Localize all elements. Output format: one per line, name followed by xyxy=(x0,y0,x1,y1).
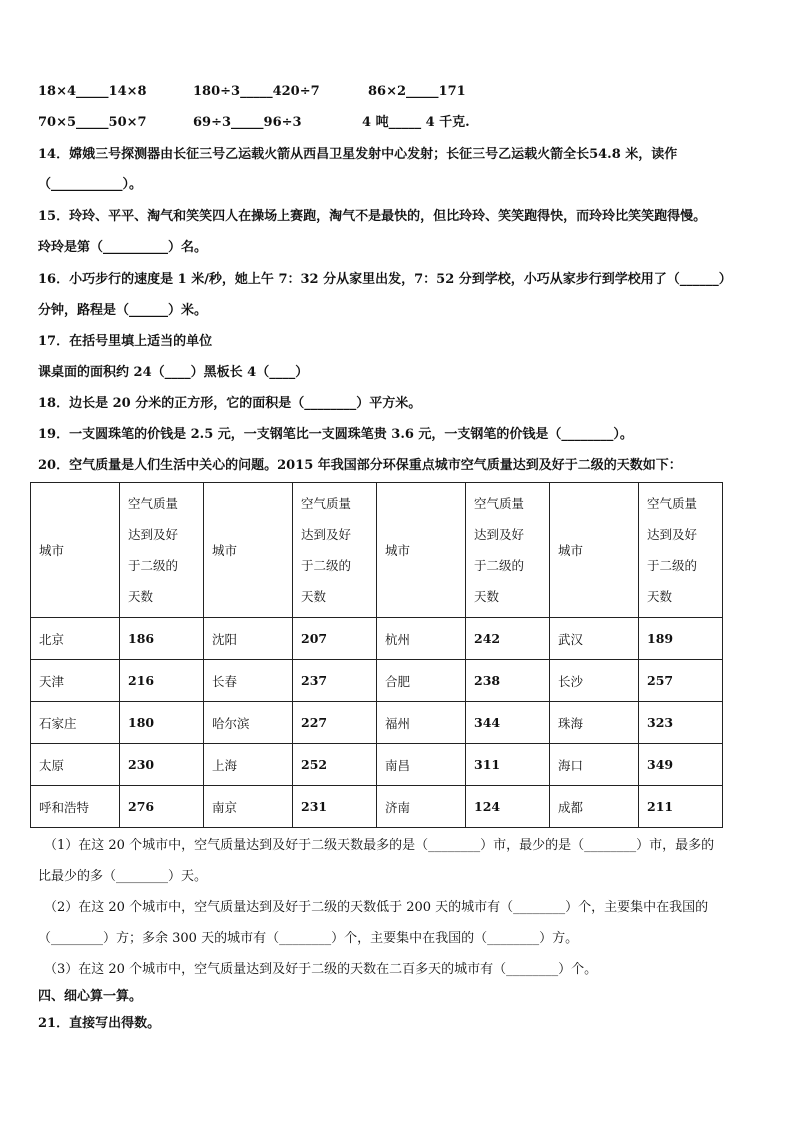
days-cell: 189 xyxy=(639,618,723,660)
days-cell: 349 xyxy=(639,744,723,786)
header-days xyxy=(639,483,723,618)
compare-1-1: 18×4_____14×8 xyxy=(38,84,147,99)
question-14: 14．嫦娥三号探测器由长征三号乙运载火箭从西昌卫星发射中心发射；长征三号乙运载火箭全长54.8 米，读作 xyxy=(38,147,678,162)
header-city: 城市 xyxy=(204,483,293,618)
question-17-blank: 课桌面的面积约 24（____）黑板长 4（____） xyxy=(38,365,309,380)
header-days-line: 天数 xyxy=(128,589,154,604)
days-cell: 323 xyxy=(639,702,723,744)
table-row xyxy=(31,618,723,660)
question-20: 20．空气质量是人们生活中关心的问题。2015 年我国部分环保重点城市空气质量达到及好于二级的天数如下： xyxy=(38,458,682,473)
table-row xyxy=(31,744,723,786)
question-20-2: （2）在这 20 个城市中，空气质量达到及好于二级的天数低于 200 天的城市有（________）个，主要集中在我国的 xyxy=(44,900,709,915)
header-days xyxy=(120,483,204,618)
city-cell: 杭州 xyxy=(377,618,466,660)
city-cell: 海口 xyxy=(550,744,639,786)
days-cell: 311 xyxy=(466,744,550,786)
question-20-1-cont: 比最少的多（________）天。 xyxy=(38,869,208,884)
table-header-row xyxy=(31,483,723,618)
header-days-line: 于二级的 xyxy=(474,558,525,573)
question-16: 16．小巧步行的速度是 1 米/秒，她上午 7：32 分从家里出发，7：52 分到学校，小巧从家步行到学校用了（______） xyxy=(38,272,732,287)
city-cell: 呼和浩特 xyxy=(31,786,120,828)
header-days-line: 于二级的 xyxy=(128,558,179,573)
days-cell: 231 xyxy=(293,786,377,828)
city-cell: 济南 xyxy=(377,786,466,828)
header-days-line: 天数 xyxy=(474,589,500,604)
days-cell: 207 xyxy=(293,618,377,660)
air-quality-table xyxy=(30,482,723,828)
days-cell: 252 xyxy=(293,744,377,786)
question-20-2-cont: （________）方；多余 300 天的城市有（________）个，主要集中在我国的（________）方。 xyxy=(38,931,579,946)
header-days xyxy=(466,483,550,618)
days-cell: 237 xyxy=(293,660,377,702)
question-20-3: （3）在这 20 个城市中，空气质量达到及好于二级的天数在二百多天的城市有（________）个。 xyxy=(44,962,598,977)
days-cell: 230 xyxy=(120,744,204,786)
question-18: 18．边长是 20 分米的正方形，它的面积是（________）平方米。 xyxy=(38,396,422,411)
header-days-line: 空气质量 xyxy=(474,496,525,511)
compare-2-1: 70×5_____50×7 xyxy=(38,115,147,130)
header-city: 城市 xyxy=(377,483,466,618)
header-days-line: 空气质量 xyxy=(128,496,179,511)
header-city: 城市 xyxy=(550,483,639,618)
header-days-line: 空气质量 xyxy=(647,496,698,511)
question-14-blank: （___________）。 xyxy=(38,177,143,192)
question-20-1: （1）在这 20 个城市中，空气质量达到及好于二级天数最多的是（________）市，最少的是（________）市，最多的 xyxy=(44,838,715,853)
city-cell: 北京 xyxy=(31,618,120,660)
city-cell: 成都 xyxy=(550,786,639,828)
header-days-line: 达到及好 xyxy=(301,527,352,542)
compare-2-3: 4 吨_____ 4 千克. xyxy=(362,115,470,130)
city-cell: 哈尔滨 xyxy=(204,702,293,744)
days-cell: 227 xyxy=(293,702,377,744)
city-cell: 天津 xyxy=(31,660,120,702)
city-cell: 南京 xyxy=(204,786,293,828)
table-row xyxy=(31,702,723,744)
header-days-line: 天数 xyxy=(647,589,673,604)
city-cell: 合肥 xyxy=(377,660,466,702)
compare-1-3: 86×2_____171 xyxy=(368,84,466,99)
question-19: 19．一支圆珠笔的价钱是 2.5 元，一支钢笔比一支圆珠笔贵 3.6 元，一支钢笔的价钱是（________）。 xyxy=(38,427,633,442)
question-15-blank: 玲玲是第（__________）名。 xyxy=(38,240,208,255)
days-cell: 186 xyxy=(120,618,204,660)
days-cell: 276 xyxy=(120,786,204,828)
header-days-line: 天数 xyxy=(301,589,327,604)
city-cell: 长春 xyxy=(204,660,293,702)
header-days-line: 于二级的 xyxy=(647,558,698,573)
city-cell: 石家庄 xyxy=(31,702,120,744)
city-cell: 上海 xyxy=(204,744,293,786)
header-days-line: 达到及好 xyxy=(474,527,525,542)
city-cell: 武汉 xyxy=(550,618,639,660)
days-cell: 238 xyxy=(466,660,550,702)
header-city: 城市 xyxy=(31,483,120,618)
days-cell: 211 xyxy=(639,786,723,828)
table-row xyxy=(31,660,723,702)
header-days-line: 达到及好 xyxy=(128,527,179,542)
question-15: 15．玲玲、平平、淘气和笑笑四人在操场上赛跑，淘气不是最快的，但比玲玲、笑笑跑得快，而玲玲比笑笑跑得慢。 xyxy=(38,209,707,224)
days-cell: 257 xyxy=(639,660,723,702)
days-cell: 180 xyxy=(120,702,204,744)
question-21: 21．直接写出得数。 xyxy=(38,1016,161,1031)
days-cell: 344 xyxy=(466,702,550,744)
days-cell: 124 xyxy=(466,786,550,828)
header-days-line: 空气质量 xyxy=(301,496,352,511)
header-days-line: 于二级的 xyxy=(301,558,352,573)
city-cell: 太原 xyxy=(31,744,120,786)
table-row xyxy=(31,786,723,828)
city-cell: 福州 xyxy=(377,702,466,744)
compare-1-2: 180÷3_____420÷7 xyxy=(193,84,320,99)
city-cell: 沈阳 xyxy=(204,618,293,660)
section-4-heading: 四、细心算一算。 xyxy=(38,989,143,1004)
compare-2-2: 69÷3_____96÷3 xyxy=(193,115,302,130)
header-days-line: 达到及好 xyxy=(647,527,698,542)
question-17: 17．在括号里填上适当的单位 xyxy=(38,334,213,349)
city-cell: 南昌 xyxy=(377,744,466,786)
city-cell: 珠海 xyxy=(550,702,639,744)
days-cell: 242 xyxy=(466,618,550,660)
city-cell: 长沙 xyxy=(550,660,639,702)
days-cell: 216 xyxy=(120,660,204,702)
header-days xyxy=(293,483,377,618)
question-16-blank: 分钟，路程是（______）米。 xyxy=(38,303,208,318)
